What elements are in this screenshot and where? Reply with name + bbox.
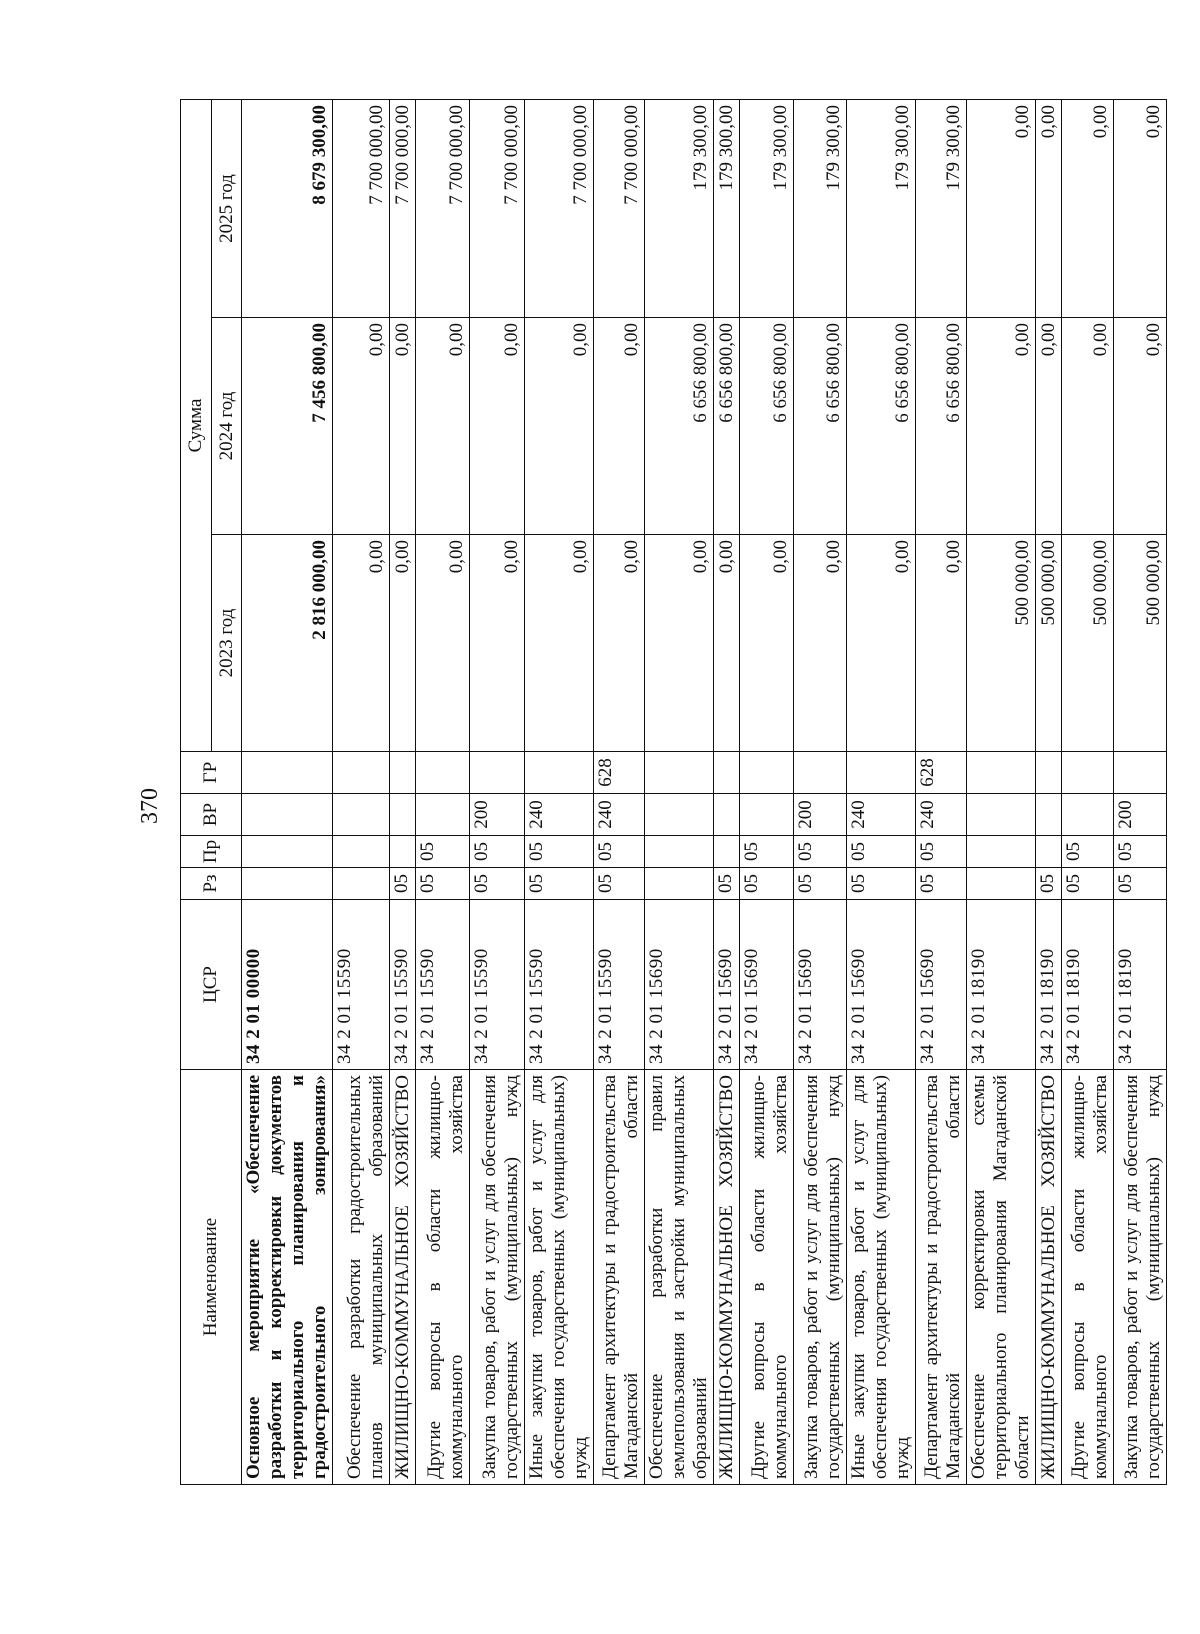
row-rz: 05 <box>390 868 416 900</box>
row-vr <box>1062 794 1114 836</box>
row-sum-2024: 0,00 <box>967 318 1036 535</box>
row-name: ЖИЛИЩНО-КОММУНАЛЬНОЕ ХОЗЯЙСТВО <box>1036 1070 1062 1485</box>
header-2023: 2023 год <box>212 535 242 752</box>
table-row <box>594 99 645 1484</box>
row-vr: 200 <box>1114 794 1167 836</box>
row-sum-2024: 0,00 <box>594 318 645 535</box>
row-csr: 34 2 01 15590 <box>594 900 645 1070</box>
row-sum-2023: 0,00 <box>740 535 794 752</box>
table-row <box>794 99 847 1484</box>
row-gr: 628 <box>594 752 645 794</box>
row-pr <box>242 836 333 868</box>
row-sum-2023: 2 816 000,00 <box>242 535 333 752</box>
row-sum-2023: 0,00 <box>916 535 967 752</box>
row-gr <box>390 752 416 794</box>
row-csr: 34 2 01 15690 <box>916 900 967 1070</box>
row-name: Основное мероприятие «Обеспечение разработки и корректировки документов территориального планирования и градостроительного зонирования» <box>242 1070 333 1485</box>
row-sum-2025: 179 300,00 <box>714 99 740 317</box>
header-name: Наименование <box>181 1070 242 1485</box>
row-name: Обеспечение корректировки схемы территориального планирования Магаданской области <box>967 1070 1036 1485</box>
row-sum-2025: 7 700 000,00 <box>390 99 416 317</box>
row-rz: 05 <box>847 868 916 900</box>
row-csr: 34 2 01 15590 <box>390 900 416 1070</box>
row-sum-2023: 0,00 <box>470 535 525 752</box>
row-sum-2024: 0,00 <box>525 318 594 535</box>
row-name: Другие вопросы в области жилищно-коммунального хозяйства <box>416 1070 470 1485</box>
row-name: Обеспечение разработки градостроительных планов муниципальных образований <box>333 1070 390 1485</box>
row-rz <box>333 868 390 900</box>
row-sum-2024: 0,00 <box>333 318 390 535</box>
row-rz: 05 <box>740 868 794 900</box>
row-sum-2024: 6 656 800,00 <box>847 318 916 535</box>
row-sum-2023: 0,00 <box>645 535 714 752</box>
row-sum-2025: 179 300,00 <box>916 99 967 317</box>
row-csr: 34 2 01 15690 <box>714 900 740 1070</box>
header-gr: ГР <box>181 752 242 794</box>
row-csr: 34 2 01 18190 <box>1036 900 1062 1070</box>
header-2024: 2024 год <box>212 318 242 535</box>
row-rz <box>242 868 333 900</box>
row-gr <box>1114 752 1167 794</box>
table-header <box>181 99 242 1484</box>
row-pr: 05 <box>1114 836 1167 868</box>
header-csr: ЦСР <box>181 900 242 1070</box>
row-sum-2024: 0,00 <box>1036 318 1062 535</box>
row-rz: 05 <box>794 868 847 900</box>
row-sum-2023: 500 000,00 <box>1114 535 1167 752</box>
row-sum-2023: 0,00 <box>714 535 740 752</box>
row-sum-2025: 179 300,00 <box>740 99 794 317</box>
row-name: Департамент архитектуры и градостроительства Магаданской области <box>594 1070 645 1485</box>
row-vr <box>390 794 416 836</box>
table-row <box>333 99 390 1484</box>
row-name: ЖИЛИЩНО-КОММУНАЛЬНОЕ ХОЗЯЙСТВО <box>714 1070 740 1485</box>
row-name: Департамент архитектуры и градостроительства Магаданской области <box>916 1070 967 1485</box>
page-number: 370 <box>137 788 163 824</box>
row-sum-2025: 0,00 <box>1114 99 1167 317</box>
row-csr: 34 2 01 15690 <box>645 900 714 1070</box>
row-sum-2025: 0,00 <box>1062 99 1114 317</box>
row-csr: 34 2 01 15690 <box>740 900 794 1070</box>
row-rz: 05 <box>1036 868 1062 900</box>
row-gr <box>967 752 1036 794</box>
row-sum-2025: 7 700 000,00 <box>470 99 525 317</box>
row-sum-2024: 7 456 800,00 <box>242 318 333 535</box>
row-vr <box>1036 794 1062 836</box>
row-csr: 34 2 01 15690 <box>847 900 916 1070</box>
rotated-page <box>180 100 1200 1485</box>
row-sum-2023: 0,00 <box>525 535 594 752</box>
row-pr: 05 <box>470 836 525 868</box>
row-name: Закупка товаров, работ и услуг для обеспечения государственных (муниципальных) нужд <box>1114 1070 1167 1485</box>
row-gr <box>242 752 333 794</box>
row-sum-2024: 6 656 800,00 <box>714 318 740 535</box>
row-sum-2025: 7 700 000,00 <box>525 99 594 317</box>
row-rz: 05 <box>1114 868 1167 900</box>
row-vr <box>333 794 390 836</box>
row-pr <box>390 836 416 868</box>
row-gr <box>416 752 470 794</box>
row-sum-2024: 0,00 <box>390 318 416 535</box>
row-csr: 34 2 01 18190 <box>1114 900 1167 1070</box>
row-sum-2023: 0,00 <box>794 535 847 752</box>
row-sum-2024: 6 656 800,00 <box>740 318 794 535</box>
row-sum-2023: 500 000,00 <box>967 535 1036 752</box>
row-gr <box>740 752 794 794</box>
row-csr: 34 2 01 15690 <box>794 900 847 1070</box>
row-vr <box>967 794 1036 836</box>
row-pr: 05 <box>794 836 847 868</box>
table-row <box>242 99 333 1484</box>
row-csr: 34 2 01 15590 <box>333 900 390 1070</box>
row-sum-2024: 6 656 800,00 <box>645 318 714 535</box>
row-pr: 05 <box>416 836 470 868</box>
row-vr: 240 <box>525 794 594 836</box>
row-pr: 05 <box>1062 836 1114 868</box>
header-rz: Рз <box>181 868 242 900</box>
row-name: ЖИЛИЩНО-КОММУНАЛЬНОЕ ХОЗЯЙСТВО <box>390 1070 416 1485</box>
row-pr: 05 <box>740 836 794 868</box>
row-pr <box>967 836 1036 868</box>
row-sum-2024: 0,00 <box>1114 318 1167 535</box>
row-sum-2023: 500 000,00 <box>1036 535 1062 752</box>
row-vr <box>714 794 740 836</box>
row-rz: 05 <box>416 868 470 900</box>
row-vr: 200 <box>794 794 847 836</box>
row-sum-2025: 8 679 300,00 <box>242 99 333 317</box>
row-pr <box>1036 836 1062 868</box>
table-row <box>525 99 594 1484</box>
row-name: Закупка товаров, работ и услуг для обеспечения государственных (муниципальных) нужд <box>794 1070 847 1485</box>
row-gr <box>470 752 525 794</box>
row-rz: 05 <box>525 868 594 900</box>
row-sum-2025: 179 300,00 <box>794 99 847 317</box>
row-sum-2025: 7 700 000,00 <box>594 99 645 317</box>
row-csr: 34 2 01 15590 <box>470 900 525 1070</box>
row-sum-2025: 0,00 <box>967 99 1036 317</box>
row-rz: 05 <box>1062 868 1114 900</box>
row-vr <box>242 794 333 836</box>
row-gr <box>1036 752 1062 794</box>
row-rz: 05 <box>714 868 740 900</box>
row-vr <box>740 794 794 836</box>
table-row <box>847 99 916 1484</box>
row-pr: 05 <box>847 836 916 868</box>
row-vr: 200 <box>470 794 525 836</box>
table-row <box>390 99 416 1484</box>
table-row <box>1062 99 1114 1484</box>
row-sum-2024: 6 656 800,00 <box>916 318 967 535</box>
row-vr: 240 <box>594 794 645 836</box>
row-name: Закупка товаров, работ и услуг для обеспечения государственных (муниципальных) нужд <box>470 1070 525 1485</box>
header-vr: ВР <box>181 794 242 836</box>
row-pr: 05 <box>594 836 645 868</box>
row-csr: 34 2 01 15590 <box>416 900 470 1070</box>
row-gr <box>333 752 390 794</box>
row-vr <box>645 794 714 836</box>
row-gr <box>847 752 916 794</box>
row-rz: 05 <box>916 868 967 900</box>
row-csr: 34 2 01 18190 <box>967 900 1036 1070</box>
row-gr <box>714 752 740 794</box>
row-csr: 34 2 01 18190 <box>1062 900 1114 1070</box>
header-sum: Сумма <box>181 99 212 751</box>
row-pr <box>333 836 390 868</box>
row-name: Другие вопросы в области жилищно-коммунального хозяйства <box>1062 1070 1114 1485</box>
row-sum-2024: 0,00 <box>416 318 470 535</box>
row-rz <box>967 868 1036 900</box>
table-row <box>470 99 525 1484</box>
table-row <box>1114 99 1167 1484</box>
row-sum-2025: 7 700 000,00 <box>416 99 470 317</box>
row-csr: 34 2 01 15590 <box>525 900 594 1070</box>
row-csr: 34 2 01 00000 <box>242 900 333 1070</box>
table-body <box>242 99 1167 1484</box>
table-row <box>416 99 470 1484</box>
header-2025: 2025 год <box>212 99 242 317</box>
row-name: Другие вопросы в области жилищно-коммунального хозяйства <box>740 1070 794 1485</box>
row-pr <box>714 836 740 868</box>
row-name: Обеспечение разработки правил землепользования и застройки муниципальных образований <box>645 1070 714 1485</box>
row-gr <box>645 752 714 794</box>
row-sum-2023: 0,00 <box>847 535 916 752</box>
row-rz: 05 <box>594 868 645 900</box>
row-sum-2025: 179 300,00 <box>847 99 916 317</box>
row-sum-2023: 0,00 <box>594 535 645 752</box>
row-sum-2023: 0,00 <box>390 535 416 752</box>
row-sum-2023: 0,00 <box>333 535 390 752</box>
table-row <box>714 99 740 1484</box>
row-pr: 05 <box>916 836 967 868</box>
table-row <box>916 99 967 1484</box>
row-name: Иные закупки товаров, работ и услуг для обеспечения государственных (муниципальных) нужд <box>847 1070 916 1485</box>
row-pr <box>645 836 714 868</box>
row-gr <box>1062 752 1114 794</box>
row-rz <box>645 868 714 900</box>
row-sum-2025: 179 300,00 <box>645 99 714 317</box>
row-pr: 05 <box>525 836 594 868</box>
row-sum-2024: 6 656 800,00 <box>794 318 847 535</box>
row-sum-2025: 7 700 000,00 <box>333 99 390 317</box>
row-name: Иные закупки товаров, работ и услуг для обеспечения государственных (муниципальных) нужд <box>525 1070 594 1485</box>
row-sum-2024: 0,00 <box>1062 318 1114 535</box>
row-vr: 240 <box>847 794 916 836</box>
table-row <box>645 99 714 1484</box>
table-row <box>1036 99 1062 1484</box>
row-rz: 05 <box>470 868 525 900</box>
row-sum-2025: 0,00 <box>1036 99 1062 317</box>
row-sum-2023: 500 000,00 <box>1062 535 1114 752</box>
row-sum-2023: 0,00 <box>416 535 470 752</box>
table-row <box>967 99 1036 1484</box>
row-sum-2024: 0,00 <box>470 318 525 535</box>
row-gr <box>794 752 847 794</box>
budget-table <box>180 99 1167 1485</box>
row-vr: 240 <box>916 794 967 836</box>
row-gr <box>525 752 594 794</box>
table-row <box>740 99 794 1484</box>
row-gr: 628 <box>916 752 967 794</box>
row-vr <box>416 794 470 836</box>
header-pr: Пр <box>181 836 242 868</box>
